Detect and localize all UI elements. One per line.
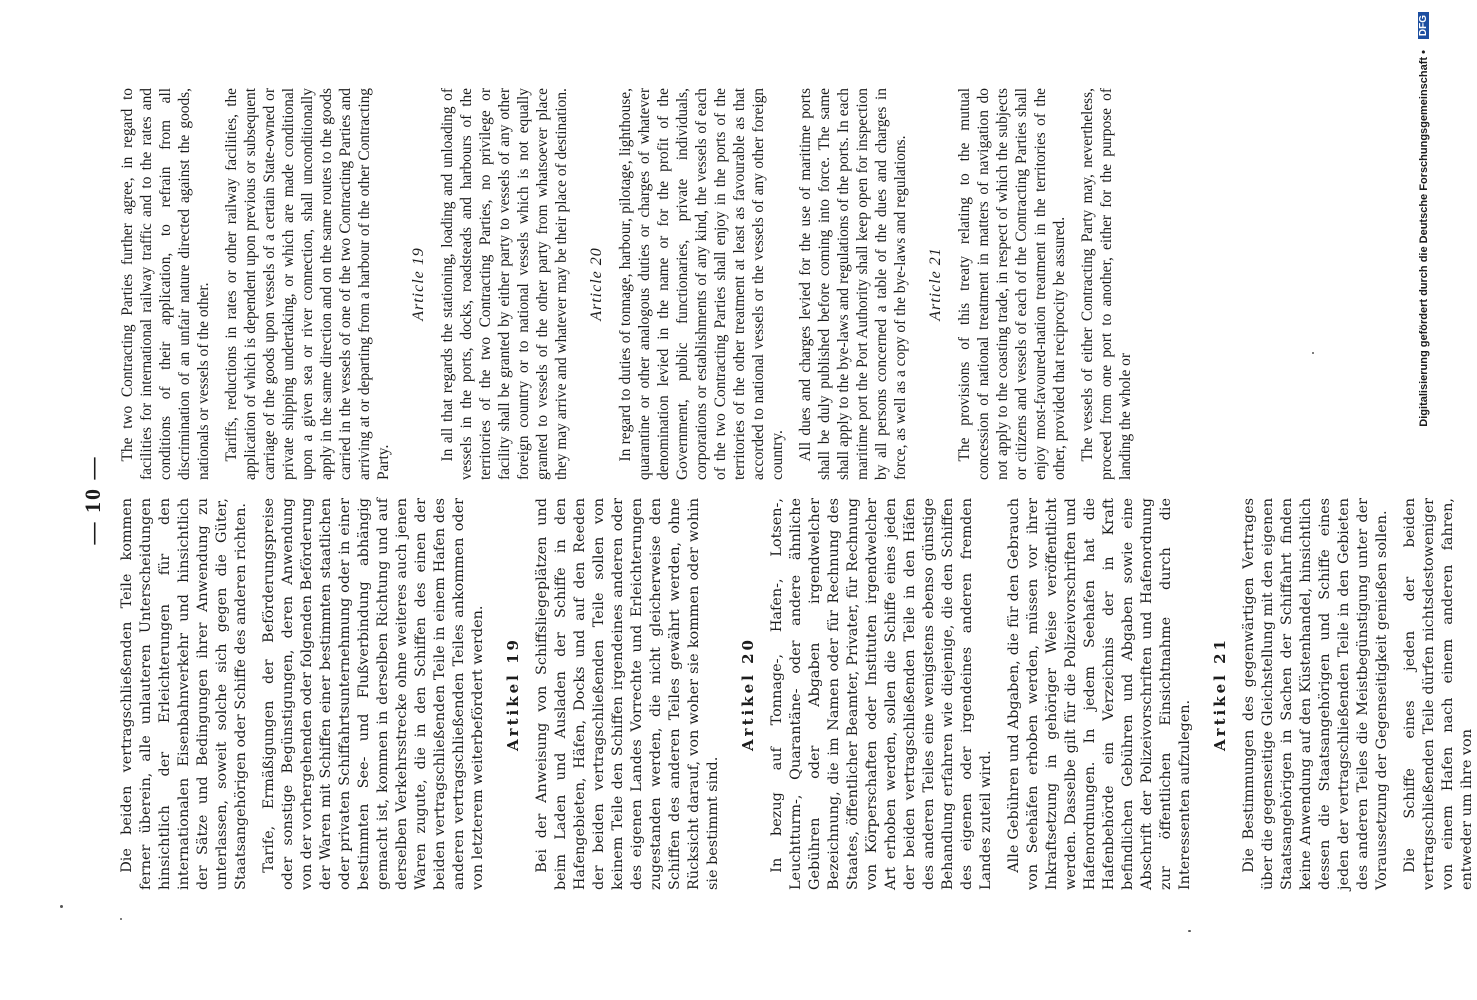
german-paragraph: Tarife, Ermäßigungen der Beförderungspreise oder sonstige Begünstigungen, deren Anwendung von der vorhergehenden oder folgenden Beförderung der Waren mit Schiffen einer bestimmten staatlichen oder privaten Schiffahrtsunternehmung oder in einer bestimmten See- und Flußverbindung abhängig gemacht ist, kommen in derselben Richtung und auf derselben Verkehrsstrecke ohne weiteres auch jenen Waren zugute, die in den Schiffen des einen der beiden vertragschließenden Teile in einem Hafen des anderen vertragschließenden Teiles ankommen oder von letzterem weiterbefördert werden.	[261, 498, 486, 890]
scan-speck	[1188, 930, 1191, 932]
english-paragraph: All dues and charges levied for the use of maritime ports shall be duly published before coming into force. The same shall apply to the bye-laws and regulations of the ports. In each maritime port the Port Authority shall keep open for inspection by all persons concerned a table of the dues and charges in force, as well as a copy of the bye-laws and regulations.	[797, 88, 909, 480]
english-article-heading: Article 20	[588, 247, 605, 321]
german-article-heading: Artikel 19	[504, 637, 522, 751]
german-article-heading: Artikel 20	[739, 637, 757, 751]
english-paragraph: In all that regards the stationing, loading and unloading of vessels in the ports, docks, roadsteads and harbours of the territories of the two Contracting Parties, no privilege or facility shall be granted by either party to vessels of any other foreign country or to national vessels which is not equally granted to vessels of the other party from whatsoever place they may arrive and whatever may be their place of destination.	[439, 88, 570, 480]
german-paragraph: Bei der Anweisung von Schiffsliegeplätzen und beim Laden und Ausladen der Schiffe in den Hafengebieten, Häfen, Docks und auf den Reeden der beiden vertragschließenden Teile sollen von keinem Teile den Schiffen irgendeines anderen oder des eigenen Landes Vorrechte und Erleichterungen zugestanden werden, die nicht gleicherweise den Schiffen des anderen Teiles gewährt werden, ohne Rücksicht darauf, von woher sie kommen oder wohin sie bestimmt sind.	[534, 498, 721, 890]
scan-speck	[120, 918, 122, 920]
german-paragraph: Die Bestimmungen des gegenwärtigen Vertrages über die gegenseitige Gleichstellung mit den eigenen Staatsangehörigen in Sachen der Schiffahrt finden keine Anwendung auf den Küstenhandel, hinsichtlich dessen die Staatsangehörigen und Schiffe eines jeden der vertragschließenden Teile in den Gebieten des anderen Teiles die Meistbegünstigung unter der Voraussetzung der Gegenseitigkeit genießen sollen.	[1241, 498, 1390, 890]
scan-speck	[60, 905, 63, 908]
english-paragraph: The provisions of this treaty relating to the mutual concession of national treatment in matters of navigation do not apply to the coasting trade, in respect of which the subjects or citizens and vessels of each of the Contracting Parties shall enjoy most-favoured-nation treatment in the territories of the other, provided that reciprocity be assured.	[956, 88, 1068, 480]
english-paragraph: The vessels of either Contracting Party may, nevertheless, proceed from one port to another, either for the purpose of landing the whole or	[1079, 88, 1134, 480]
german-paragraph: Die Schiffe eines jeden der beiden vertragschließenden Teile dürfen nichtsdestoweniger von einem Hafen nach einem anderen fahren, entweder um ihre von	[1402, 498, 1475, 890]
german-article-heading: Artikel 21	[1211, 637, 1229, 751]
english-paragraph: The two Contracting Parties further agree, in regard to facilities for international railway traffic and to the rates and conditions of their application, to refrain from all discrimination of an unfair nature directed against the goods, nationals or vessels of the other.	[119, 88, 212, 480]
german-paragraph: In bezug auf Tonnage-, Hafen-, Lotsen-, Leuchtturm-, Quarantäne- oder andere ähnliche Gebühren oder Abgaben irgendwelcher Bezeichnung, die im Namen oder für Rechnung des Staates, öffentlicher Beamter, Privater, für Rechnung von Körperschaften oder Instituten irgendwelcher Art erhoben werden, sollen die Schiffe eines jeden der beiden vertragschließenden Teile in den Häfen des anderen Teiles eine wenigstens ebenso günstige Behandlung erfahren wie diejenige, die den Schiffen des eigenen oder irgendeines anderen fremden Landes zuteil wird.	[769, 498, 994, 890]
dfg-logo: DFG	[1418, 12, 1429, 39]
english-article-heading: Article 21	[927, 247, 944, 321]
english-paragraph: In regard to duties of tonnage, harbour, pilotage, lighthouse, quarantine or other analogous duties or charges of whatever denomination levied in the name or for the profit of the Government, public functionaries, private individuals, corporations or establishments of any kind, the vessels of each of the two Contracting Parties shall enjoy in the ports of the territories of the other treatment at least as favourable as that accorded to national vessels or the vessels of any other foreign country.	[617, 88, 786, 480]
english-column	[118, 88, 1135, 480]
english-article-heading: Article 19	[410, 247, 427, 321]
digitization-note	[1418, 0, 1434, 1000]
german-paragraph: Die beiden vertragschließenden Teile kommen ferner überein, alle unlauteren Unterscheidungen hinsichtlich der Erleichterungen für den internationalen Eisenbahnverkehr und hinsichtlich der Sätze und Bedingungen ihrer Anwendung zu unterlassen, soweit solche sich gegen die Güter, Staatsangehörigen oder Schiffe des anderen richten.	[119, 498, 249, 890]
english-paragraph: Tariffs, reductions in rates or other railway facilities, the application of which is dependent upon previous or subsequent carriage of the goods upon vessels of a certain State-owned or private shipping undertaking, or which are made conditional upon a given sea or river connection, shall unconditionally apply in the same direction and on the same routes to the goods carried in the vessels of one of the two Contracting Parties and arriving at or departing from a harbour of the other Contracting Party.	[223, 88, 392, 480]
german-column	[118, 498, 1477, 890]
german-paragraph: Alle Gebühren und Abgaben, die für den Gebrauch von Seehäfen erhoben werden, müssen vor ihrer Inkraftsetzung in gehöriger Weise veröffentlicht werden. Dasselbe gilt für die Polizeivorschriften und Hafenordnungen. In jedem Seehafen hat die Hafenbehörde ein Verzeichnis der in Kraft befindlichen Gebühren und Abgaben sowie eine Abschrift der Polizeivorschriften und Hafenordnung zur öffentlichen Einsichtnahme durch die Interessenten aufzulegen.	[1006, 498, 1193, 890]
scan-speck	[1312, 352, 1314, 354]
page-number: — 10 —	[80, 455, 105, 545]
digitization-text: Digitalisierung gefördert durch die Deutsche Forschungsgemeinschaft •	[1418, 50, 1430, 427]
